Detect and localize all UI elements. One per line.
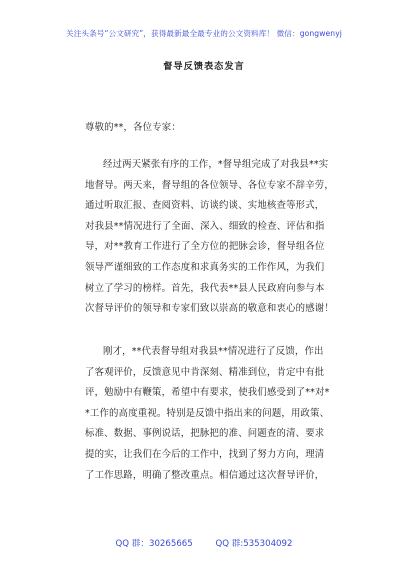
paragraph-line: 经过两天紧张有序的工作，*督导组完成了对我县**实 <box>103 159 329 170</box>
paragraph-line: 领导严谨细致的工作态度和求真务实的工作作风，为我们 <box>85 261 325 273</box>
paragraph-line: 了工作思路，明确了整改重点。相信通过这次督导评价， <box>85 469 325 481</box>
page-title: 督导反馈表态发言 <box>163 61 245 72</box>
paragraph-line: 提的实，让我们在今后的工作中，找到了努力方向，理清 <box>85 448 325 460</box>
paragraph-2 <box>85 342 343 486</box>
paragraph-line: 了客观评价，反馈意见中肯深刻、精准到位，肯定中有批 <box>85 366 325 378</box>
paragraph-line: 地督导。两天来，督导组的各位领导、各位专家不辞辛劳， <box>85 179 334 191</box>
header-banner: 关注头条号“公文研究”，获得最新最全最专业的公文资料库！ 微信：gongwenyj <box>66 29 342 38</box>
footer-qq-group-1: QQ 群：30265665 <box>115 539 193 549</box>
paragraph-line: 次督导评价的领导和专家们致以崇高的敬意和衷心的感谢！ <box>85 303 334 315</box>
paragraph-1 <box>85 155 343 320</box>
salutation <box>85 118 343 139</box>
paragraph-line: 树立了学习的榜样。首先，我代表**县人民政府向参与本 <box>85 282 325 294</box>
paragraph-line: *工作的高度重视。特别是反馈中指出来的问题，用政策、 <box>85 407 330 419</box>
footer <box>0 537 408 549</box>
paragraph-line: 通过听取汇报、查阅资料、访谈约谈、实地核查等形式， <box>85 200 325 212</box>
paragraph-line: 导，对**教育工作进行了全方位的把脉会诊，督导组各位 <box>85 241 325 253</box>
footer-qq-group-2: QQ 群:535304092 <box>215 539 293 549</box>
paragraph-line: 标准、数据、事例说话，把脉把的准、问题查的清、要求 <box>85 428 325 440</box>
paragraph-line: 刚才，**代表督导组对我县**情况进行了反馈，作出 <box>103 346 324 357</box>
paragraph-line: 评，勉励中有鞭策，希望中有要求，使我们感受到了**对* <box>85 387 330 399</box>
salutation-line: 尊敬的**，各位专家： <box>85 122 181 133</box>
paragraph-line: 对我县**情况进行了全面、深入、细致的检查、评估和指 <box>85 220 325 232</box>
